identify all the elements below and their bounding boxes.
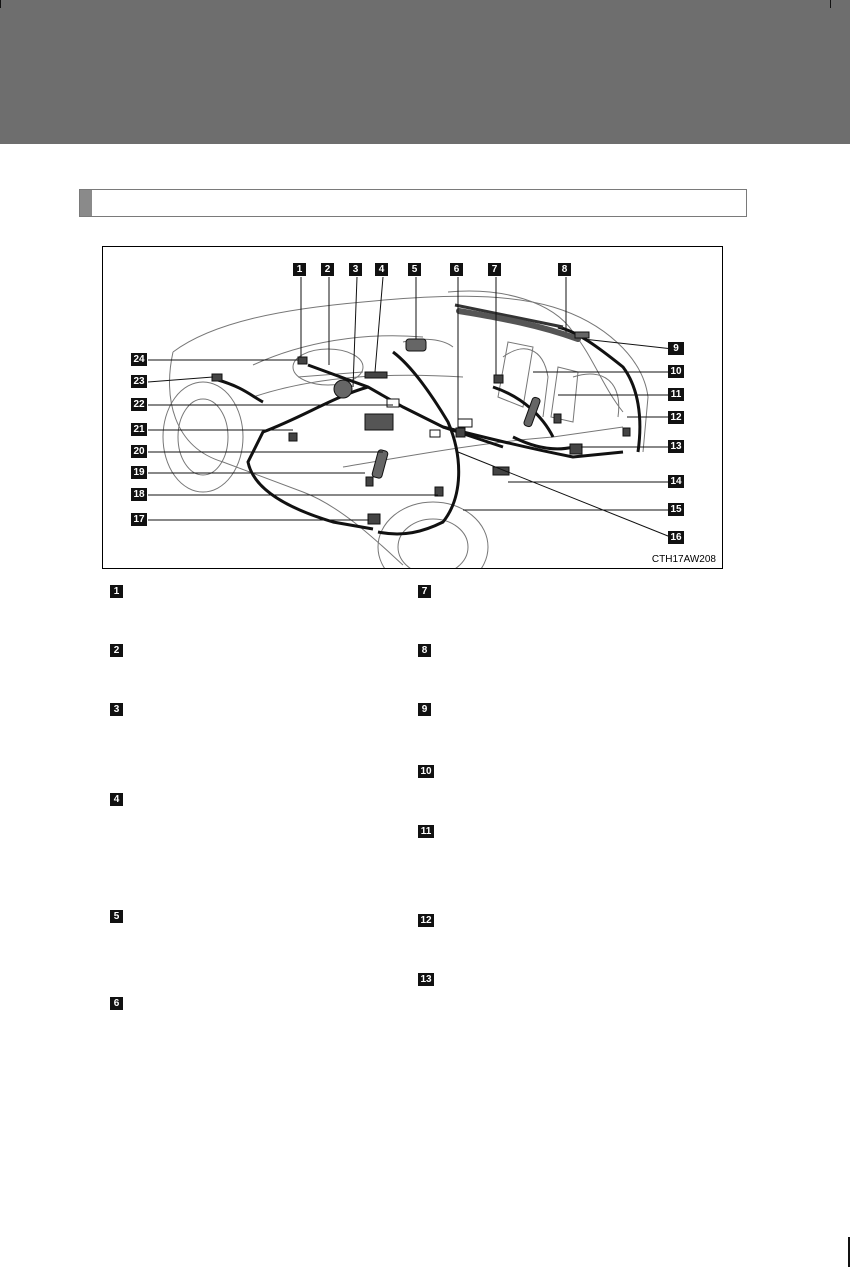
- callout-23: 23: [131, 375, 147, 388]
- crop-mark-top-left: [0, 0, 1, 8]
- crop-mark-top-right: [830, 0, 831, 8]
- item-marker-6: 6: [110, 997, 123, 1010]
- callout-14: 14: [668, 475, 684, 488]
- car-illustration: [103, 247, 723, 569]
- callout-8: 8: [558, 263, 571, 276]
- callout-22: 22: [131, 398, 147, 411]
- callout-2: 2: [321, 263, 334, 276]
- figure-code: CTH17AW208: [651, 554, 716, 565]
- callout-4: 4: [375, 263, 388, 276]
- callout-1: 1: [293, 263, 306, 276]
- item-marker-9: 9: [418, 703, 431, 716]
- item-marker-3: 3: [110, 703, 123, 716]
- callout-7: 7: [488, 263, 501, 276]
- callout-5: 5: [408, 263, 421, 276]
- callout-12: 12: [668, 411, 684, 424]
- callout-20: 20: [131, 445, 147, 458]
- callout-19: 19: [131, 466, 147, 479]
- callout-10: 10: [668, 365, 684, 378]
- item-marker-13: 13: [418, 973, 434, 986]
- item-marker-11: 11: [418, 825, 434, 838]
- callout-18: 18: [131, 488, 147, 501]
- item-marker-8: 8: [418, 644, 431, 657]
- item-marker-5: 5: [110, 910, 123, 923]
- callout-9: 9: [668, 342, 684, 355]
- callout-15: 15: [668, 503, 684, 516]
- header-band: [0, 0, 850, 144]
- callout-21: 21: [131, 423, 147, 436]
- item-marker-1: 1: [110, 585, 123, 598]
- item-marker-4: 4: [110, 793, 123, 806]
- callout-6: 6: [450, 263, 463, 276]
- section-marker: [80, 190, 92, 216]
- item-marker-2: 2: [110, 644, 123, 657]
- callout-13: 13: [668, 440, 684, 453]
- item-marker-7: 7: [418, 585, 431, 598]
- callout-3: 3: [349, 263, 362, 276]
- section-heading-bar: [79, 189, 747, 217]
- item-marker-12: 12: [418, 914, 434, 927]
- callout-24: 24: [131, 353, 147, 366]
- callout-17: 17: [131, 513, 147, 526]
- airbag-system-diagram: [102, 246, 723, 569]
- item-marker-10: 10: [418, 765, 434, 778]
- callout-11: 11: [668, 388, 684, 401]
- callout-16: 16: [668, 531, 684, 544]
